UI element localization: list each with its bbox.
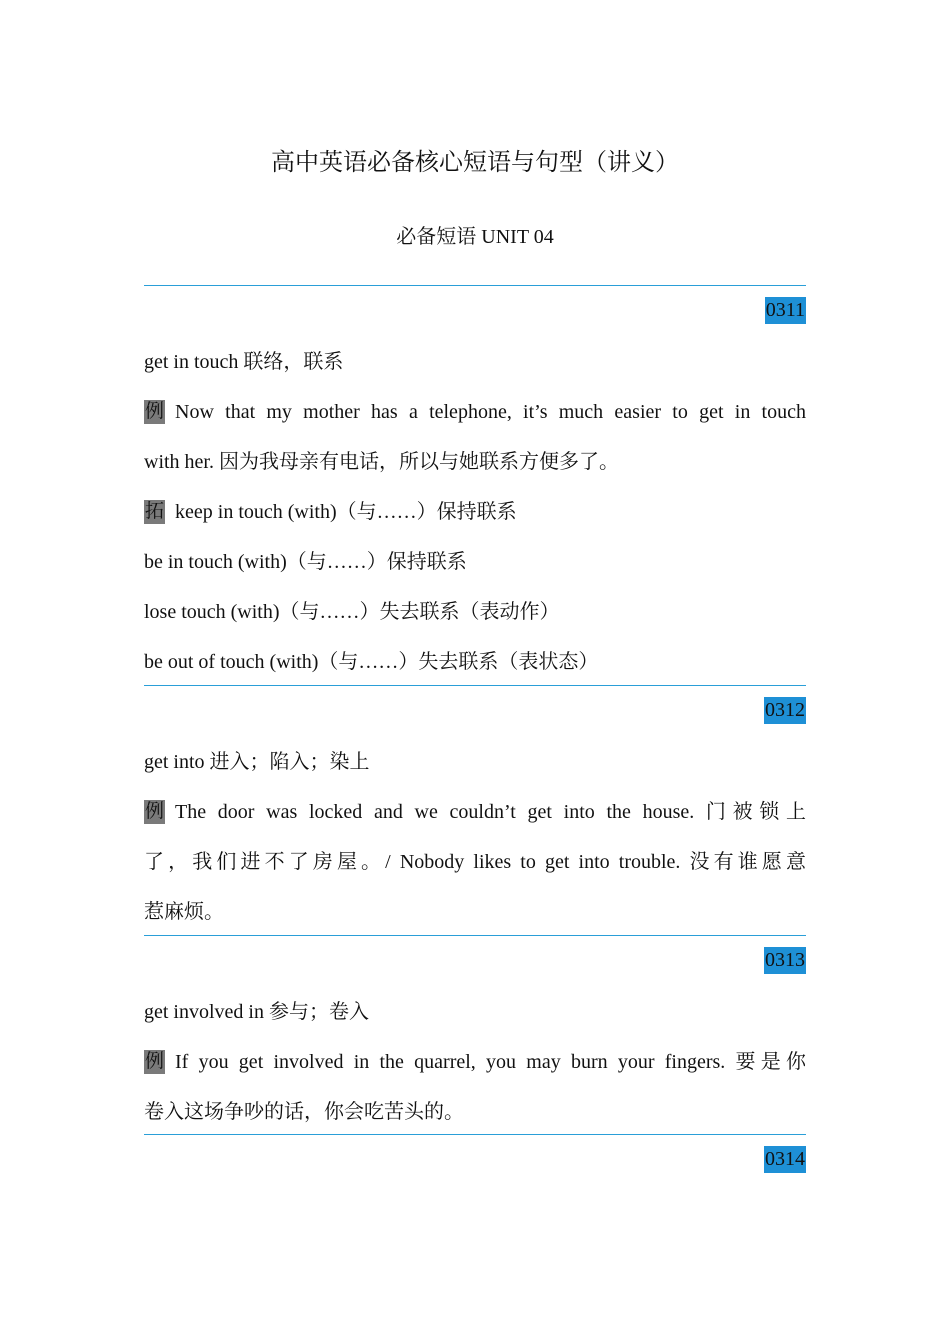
extend-text: keep in touch (with)（与……）保持联系 [175, 501, 517, 523]
extend-line [144, 487, 806, 537]
entry-number-row [144, 697, 806, 725]
extend-line: lose touch (with)（与……）失去联系（表动作） [144, 601, 560, 623]
entry-0314 [144, 1134, 806, 1174]
entry-0313 [144, 935, 806, 1137]
example-line [144, 787, 806, 837]
example-text: If you get involved in the quarrel, you may burn your fingers. 要是你 [175, 1051, 806, 1073]
extend-tag: 拓 [145, 501, 165, 522]
entry-number: 0314 [764, 1146, 806, 1173]
entry-divider [144, 1134, 806, 1135]
example-text: Now that my mother has a telephone, it’s much easier to get in touch [175, 401, 806, 423]
entry-number-row [144, 297, 806, 325]
entry-number: 0311 [765, 297, 806, 324]
entry-headword: get into 进入；陷入；染上 [144, 751, 370, 773]
extend-line: be out of touch (with)（与……）失去联系（表状态） [144, 651, 599, 673]
example-tag: 例 [145, 801, 165, 822]
example-tag: 例 [145, 1051, 165, 1072]
entry-divider [144, 685, 806, 686]
page-subtitle: 必备短语 UNIT 04 [396, 226, 554, 248]
entry-0311 [144, 285, 806, 687]
example-line [144, 1037, 806, 1087]
entry-number-row [144, 947, 806, 975]
example-line [144, 387, 806, 437]
example-line: 惹麻烦。 [144, 901, 224, 923]
entry-divider [144, 285, 806, 286]
example-line: with her. 因为我母亲有电话，所以与她联系方便多了。 [144, 451, 619, 473]
extend-line: be in touch (with)（与……）保持联系 [144, 551, 467, 573]
example-text: The door was locked and we couldn’t get into the house. 门被锁上 [175, 801, 806, 823]
entry-number: 0312 [764, 697, 806, 724]
entry-headword: get involved in 参与；卷入 [144, 1001, 369, 1023]
entry-number-row [144, 1146, 806, 1174]
entry-0312 [144, 685, 806, 937]
entry-divider [144, 935, 806, 936]
example-line: 了，我们进不了房屋。/ Nobody likes to get into trouble. 没有谁愿意 [144, 851, 806, 873]
entry-headword: get in touch 联络，联系 [144, 351, 344, 373]
example-line: 卷入这场争吵的话，你会吃苦头的。 [144, 1101, 464, 1123]
entry-number: 0313 [764, 947, 806, 974]
example-tag: 例 [145, 401, 165, 422]
page-title: 高中英语必备核心短语与句型（讲义） [271, 150, 679, 176]
